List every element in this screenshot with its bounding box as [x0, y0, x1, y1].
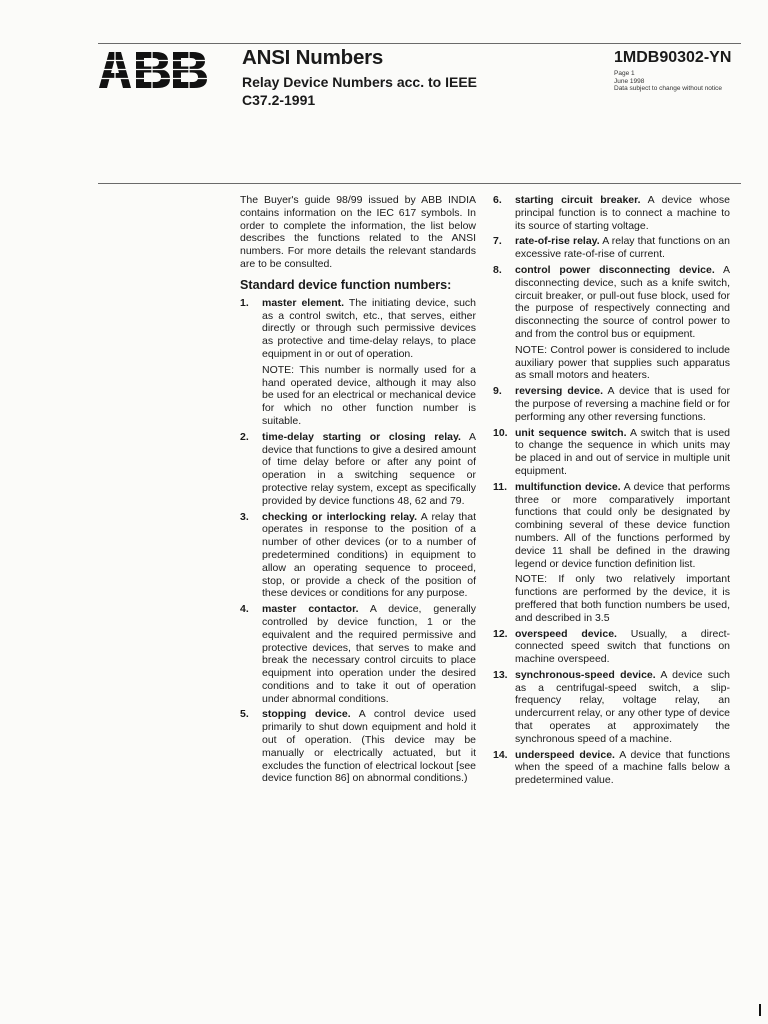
right-column — [493, 194, 730, 790]
item-number: 9. — [493, 385, 502, 398]
item-text: A device that functions to give a desired amount of time delay before or after any point of operation in a switching sequence or protective relay system, except as specifically provided by device functions 48, 62 and 79. — [262, 430, 477, 507]
document-title: ANSI Numbers — [242, 46, 384, 69]
item-number: 8. — [493, 263, 502, 276]
item-number: 2. — [240, 430, 249, 443]
section-heading: Standard device function numbers: — [240, 277, 452, 292]
item-text: A device, generally controlled by device function, 1 or the equivalent and the required permissive and protective devices, that serves to make and break the necessary control circuits to place equipment into operation under the desired conditions and to take it out of operation under abnormal conditions. — [262, 603, 476, 705]
item-text: A relay that operates in response to the position of a number of other devices (or to a number of predetermined conditions) in equipment to allow an operating sequence to proceed, stop, or provide a check of the position of these devices or conditions for any purpose. — [262, 510, 476, 600]
list-item — [493, 427, 730, 478]
item-text: A switch that is used to change the sequence in which units may be placed in and out of service in multiple unit equipment. — [515, 426, 730, 477]
item-text: A device that performs three or more comparatively important functions that could only be designated by combining several of these device function numbers. All of the functions performed by device 11 shall be defined in the drawing legend or device function definition list. — [515, 480, 730, 570]
item-term: overspeed device. — [515, 627, 617, 640]
abb-logo — [98, 51, 208, 89]
item-term: starting circuit breaker. — [515, 194, 641, 206]
item-term: multifunction device. — [515, 480, 621, 493]
item-number: 3. — [240, 510, 249, 523]
document-subtitle: Relay Device Numbers acc. to IEEE C37.2-1991 — [242, 74, 477, 108]
list-item — [493, 235, 730, 261]
item-term: synchronous-speed device. — [515, 668, 656, 681]
page-edge-mark — [759, 1004, 761, 1016]
list-item — [240, 431, 476, 508]
item-text: A device such as a centrifugal-speed switch, a slip-frequency relay, voltage relay, an undercurrent relay, or any other type of device that operates at approximately the synchronous speed of a machine. — [515, 668, 730, 745]
intro-paragraph: The Buyer's guide 98/99 issued by ABB INDIA contains information on the IEC 617 symbols. In order to complete the information, the list below describes the functions related to the ANSI numbers. For more details the relevant standards are to be consulted. — [240, 194, 476, 270]
item-text: A device whose principal function is to connect a machine to its source of starting voltage. — [515, 194, 730, 232]
item-term: master contactor. — [262, 603, 359, 616]
item-note: NOTE: This number is normally used for a hand operated device, although it may also be used for an electrical or mechanical device for which no other function number is suitable. — [262, 363, 476, 427]
item-term: underspeed device. — [515, 748, 615, 761]
item-term: reversing device. — [515, 385, 603, 398]
item-number: 14. — [493, 748, 508, 761]
item-term: rate-of-rise relay. — [515, 235, 600, 248]
page-number: Page 1 — [614, 70, 635, 77]
item-text: Usually, a direct-connected speed switch that functions on machine overspeed. — [515, 627, 730, 666]
item-number: 6. — [493, 194, 502, 206]
item-term: unit sequence switch. — [515, 426, 627, 439]
item-note: NOTE: If only two relatively important functions are performed by the device, it is preffered that both function numbers be used, and described in 3.5 — [515, 573, 730, 624]
item-number: 10. — [493, 426, 508, 439]
item-text: A control device used primarily to shut down equipment and hold it out of operation. (This device may be manually or electrically actuated, but it excludes the function of electrical lockout [see device function 86] on abnormal conditions.) — [262, 708, 476, 785]
item-number: 4. — [240, 603, 249, 616]
item-number: 12. — [493, 627, 508, 640]
list-item — [240, 708, 476, 785]
item-term: stopping device. — [262, 708, 351, 721]
list-item — [493, 481, 730, 625]
item-term: time-delay starting or closing relay. — [262, 430, 461, 443]
item-number: 1. — [240, 296, 249, 309]
item-number: 5. — [240, 708, 249, 721]
list-item — [493, 194, 730, 232]
item-number: 13. — [493, 668, 508, 681]
item-text: A device that functions when the speed of a machine falls below a predetermined value. — [515, 748, 730, 787]
list-item — [493, 749, 730, 787]
list-item — [493, 385, 730, 423]
item-number: 11. — [493, 480, 508, 493]
document-date: June 1998 — [614, 77, 645, 85]
document-number: 1MDB90302-YN — [614, 49, 732, 66]
list-item — [240, 603, 476, 705]
left-column — [240, 194, 476, 788]
item-text: A disconnecting device, such as a knife switch, circuit breaker, or pull-out fuse block, used for the purpose of respectively connecting and disconnecting the source of control power to and from the control bus or equipment. — [515, 263, 730, 340]
header-bottom-rule — [98, 183, 741, 184]
list-item — [493, 628, 730, 666]
item-number: 7. — [493, 235, 502, 248]
list-item — [240, 511, 476, 601]
change-notice: Data subject to change without notice — [614, 85, 723, 92]
item-note: NOTE: Control power is considered to include auxiliary power that supplies such apparatus as small motors and heaters. — [515, 343, 730, 382]
document-meta — [614, 70, 722, 93]
item-term: checking or interlocking relay. — [262, 510, 418, 523]
item-term: control power disconnecting device. — [515, 263, 715, 276]
list-item — [493, 264, 730, 382]
item-text: A device that is used for the purpose of reversing a machine field or for performing any other reversing functions. — [515, 385, 730, 423]
item-term: master element. — [262, 296, 345, 309]
item-text: The initiating device, such as a control switch, etc., that serves, either directly or through such permissive devices as protective and time-delay relays, to place equipment in or out of operation. — [262, 296, 476, 360]
item-text: A relay that functions on an excessive rate-of-rise of current. — [515, 235, 730, 261]
header-top-rule — [98, 43, 741, 44]
list-item — [493, 669, 730, 746]
list-item — [240, 297, 476, 428]
